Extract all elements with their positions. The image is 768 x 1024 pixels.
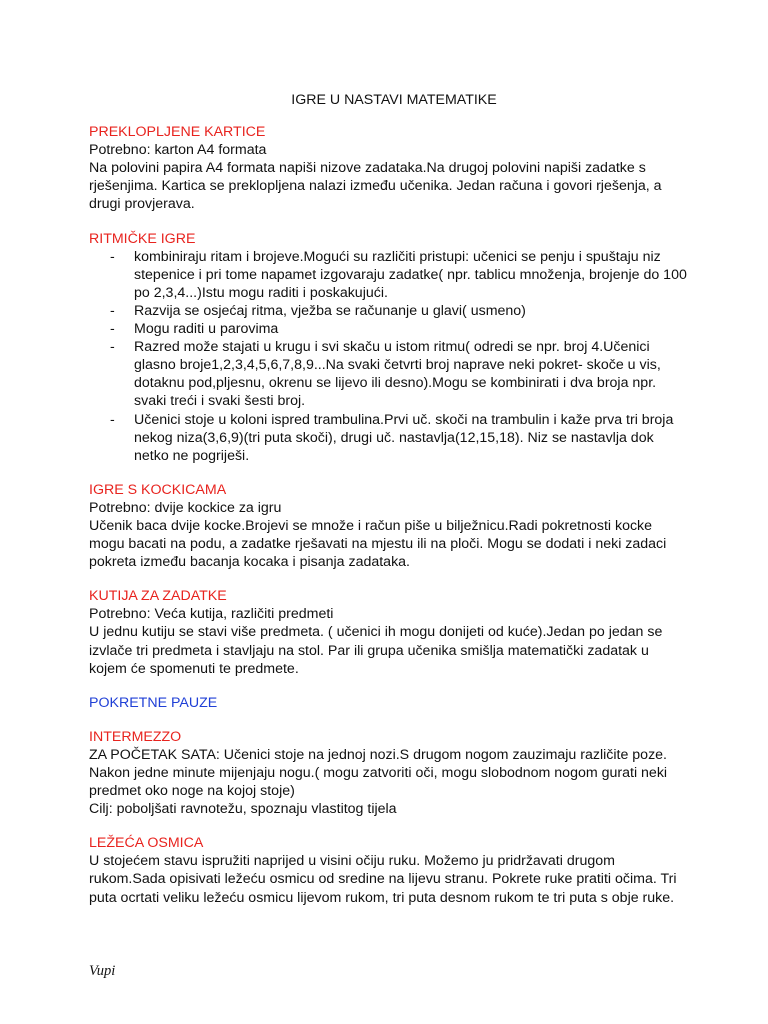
document-content	[89, 91, 689, 923]
section-heading-blue: POKRETNE PAUZE	[89, 694, 218, 711]
section-heading: LEŽEĆA OSMICA	[89, 835, 204, 852]
section-body: ZA POČETAK SATA: Učenici stoje na jednoj nozi.S drugom nogom zauzimaju različite poze. Nakon jedne minute mijenjaju nogu.( mogu zatvoriti oči, mogu slobodnom nogom gurati neki predmet oko noge na kojoj stoje)	[89, 746, 668, 800]
section-body: U jednu kutiju se stavi više predmeta. ( učenici ih mogu donijeti od kuće).Jedan po jedan se izvlače tri predmeta i stavljaju na stol. Par ili grupa učenika smišlja matematički zadatak u kojem će spomenuti te predmete.	[89, 624, 663, 677]
section-requirements: Potrebno: karton A4 formata	[89, 142, 267, 159]
section-lezeca-osmica	[89, 834, 689, 906]
section-requirements: Potrebno: Veća kutija, različiti predmeti	[89, 606, 334, 623]
section-heading: KUTIJA ZA ZADATKE	[89, 588, 227, 605]
list-item: - Razvija se osjećaj ritma, vježba se računanje u glavi( usmeno)	[110, 302, 526, 319]
section-igre-s-kockicama	[89, 481, 689, 571]
list-item: - Mogu raditi u parovima	[110, 321, 279, 338]
list-item: - kombiniraju ritam i brojeve.Mogući su različiti pristupi: učenici se penju i spuštaju niz stepenice i pri tome napamet izgovaraju zadatke( npr. tablicu množenja, brojenje do 100 po 2,3,4...)Istu mogu raditi i poskakujući.	[110, 248, 687, 301]
section-goal: Cilj: poboljšati ravnotežu, spoznaju vlastitog tijela	[89, 801, 397, 818]
section-kutija-za-zadatke	[89, 587, 689, 677]
section-preklopljene-kartice	[89, 123, 689, 213]
list-item: - Učenici stoje u koloni ispred trambulina.Prvi uč. skoči na trambulin i kaže prva tri broja nekog niza(3,6,9)(tri puta skoči), drugi uč. nastavlja(12,15,18). Niz se nastavlja dok netko ne pogriješi.	[110, 411, 674, 464]
section-heading: PREKLOPLJENE KARTICE	[89, 124, 266, 141]
footer-signature: Vupi	[89, 963, 116, 979]
section-heading: RITMIČKE IGRE	[89, 230, 196, 247]
list-item: - Razred može stajati u krugu i svi skaču u istom ritmu( odredi se npr. broj 4.Učenici glasno broje1,2,3,4,5,6,7,8,9...Na svaki četvrti broj naprave neki pokret- skoče u vis, dotaknu pod,pljesnu, okrenu se lijevo ili desno).Mogu se kombinirati i dva broja npr. svaki treći i svaki šesti broj.	[110, 339, 661, 410]
section-requirements: Potrebno: dvije kockice za igru	[89, 499, 282, 516]
section-body: Učenik baca dvije kocke.Brojevi se množe i račun piše u bilježnicu.Radi pokretnosti kocke mogu bacati na podu, a zadatke rješavati na mjestu ili na ploči. Mogu se dodati i neki zadaci pokreta između bacanja kocaka i pisanja zadataka.	[89, 517, 667, 571]
section-heading: IGRE S KOCKICAMA	[89, 481, 227, 498]
bullet-list	[89, 248, 689, 465]
section-heading: INTERMEZZO	[89, 728, 182, 745]
section-body: U stojećem stavu ispružiti naprijed u visini očiju ruku. Možemo ju pridržavati drugom rukom.Sada opisivati ležeću osmicu od sredine na lijevu stranu. Pokrete ruke pratiti očima. Tri puta ocrtati veliku ležeću osmicu lijevom rukom, tri puta desnom rukom te tri puta s obje ruke.	[89, 853, 677, 906]
document-title: IGRE U NASTAVI MATEMATIKE	[291, 92, 497, 108]
section-ritmicke-igre	[89, 230, 689, 465]
section-body: Na polovini papira A4 formata napiši nizove zadataka.Na drugoj polovini napiši zadatke s rješenjima. Kartica se preklopljena nalazi između učenika. Jedan računa i govori rješenja, a drugi provjerava.	[89, 160, 662, 213]
section-pokretne-pauze	[89, 694, 689, 712]
section-intermezzo	[89, 728, 689, 818]
